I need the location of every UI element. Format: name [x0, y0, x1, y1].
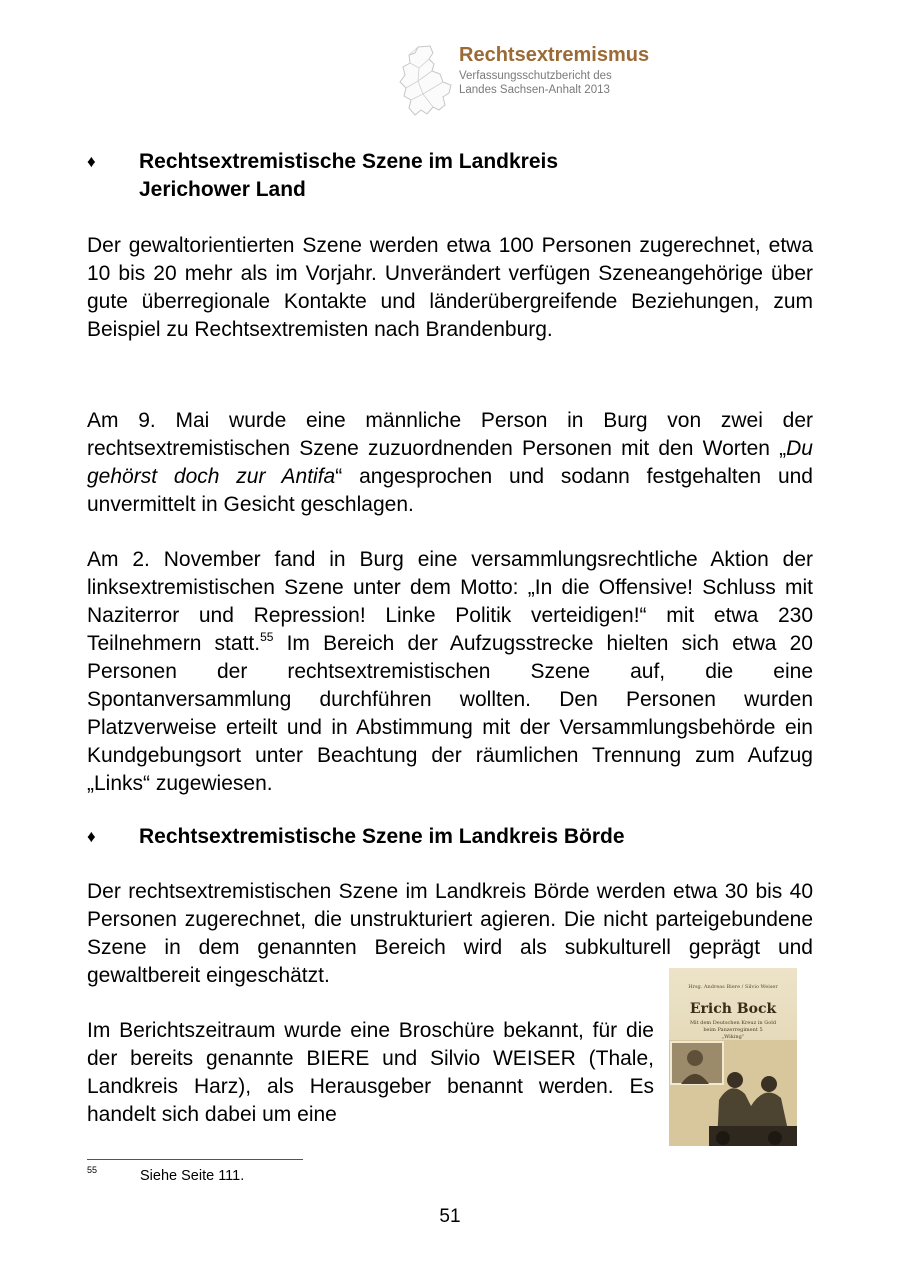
header-subtitle-1: Verfassungsschutzbericht des [459, 70, 612, 82]
cover-subtitle-line: beim Panzerregiment 5 [703, 1027, 763, 1033]
saxony-anhalt-map-icon [396, 44, 454, 118]
paragraph-text: “ angesprochen und sodann festgehalten und unvermittelt in Gesicht geschlagen. [87, 465, 813, 516]
diamond-bullet-icon: ♦ [87, 827, 96, 846]
page-header [396, 40, 696, 120]
footnote-text: Siehe Seite 111. [140, 1168, 245, 1184]
quoted-phrase: Du gehörst doch zur Antifa [87, 437, 813, 488]
paragraph [87, 546, 813, 798]
cover-title: Erich Bock [689, 1001, 777, 1017]
paragraph [87, 407, 813, 519]
header-subtitle-2: Landes Sachsen-Anhalt 2013 [459, 84, 610, 96]
section-heading-line-1: Rechtsextremistische Szene im Landkreis [139, 150, 559, 173]
footnote-number: 55 [87, 1165, 98, 1175]
cover-subtitle-line: Mit dem Deutschen Kreuz in Gold [689, 1020, 777, 1026]
footnote-reference[interactable]: 55 [260, 630, 274, 644]
cover-authors: Hrsg. Andreas Biere / Silvio Weiser [688, 984, 778, 990]
paragraph-text: Im Bereich der Aufzugsstrecke hielten sich etwa 20 Personen der rechtsextremistischen Szene auf, die eine Spontanversammlung durchführen wollten. Den Personen wurden Platzverweise erteilt und in Abstimmung mit der Versammlungsbehörde ein Kundgebungsort unter Beachtung der räumlichen Trennung zum Aufzug „Links“ zugewiesen. [87, 632, 813, 795]
diamond-bullet-icon: ♦ [87, 152, 96, 171]
section-heading-line-2: Jerichower Land [139, 178, 306, 201]
footnote-separator [87, 1159, 303, 1160]
cover-photo [669, 1040, 797, 1146]
cover-subtitle [679, 1020, 787, 1041]
page-number: 51 [439, 1206, 461, 1227]
paragraph-text: Am 9. Mai wurde eine männliche Person in Burg von zwei der rechtsextremistischen Szene zuzuordnenden Personen mit den Worten „ [87, 409, 813, 460]
paragraph: Der rechtsextremistischen Szene im Landkreis Börde werden etwa 30 bis 40 Personen zugerechnet, die unstrukturiert agieren. Die nicht parteigebundene Szene in dem genannten Bereich wird als subkulturell geprägt und gewaltbereit eingeschätzt. [87, 880, 813, 987]
paragraph-text: Am 2. November fand in Burg eine versammlungsrechtliche Aktion der linksextremistischen Szene unter dem Motto: „In die Offensive! Schluss mit Naziterror und Repression! Linke Politik verteidigen!“ mit etwa 230 Teilnehmern statt. [87, 548, 813, 655]
brochure-cover-image [669, 968, 797, 1146]
cover-subtitle-line: „Wiking“ [721, 1034, 745, 1040]
section-heading-line-1: Rechtsextremistische Szene im Landkreis Börde [139, 825, 625, 848]
paragraph: Der gewaltorientierten Szene werden etwa 100 Personen zugerechnet, etwa 10 bis 20 mehr als im Vorjahr. Unverändert verfügen Szeneangehörige über gute überregionale Kontakte und länderübergreifende Beziehungen, zum Beispiel zu Rechtsextremisten nach Brandenburg. [87, 234, 813, 341]
header-title: Rechtsextremismus [459, 44, 650, 66]
paragraph: Im Berichtszeitraum wurde eine Broschüre bekannt, für die der bereits genannte BIERE und Silvio WEISER (Thale, Landkreis Harz), als Herausgeber benannt werden. Es handelt sich dabei um eine [87, 1019, 654, 1126]
